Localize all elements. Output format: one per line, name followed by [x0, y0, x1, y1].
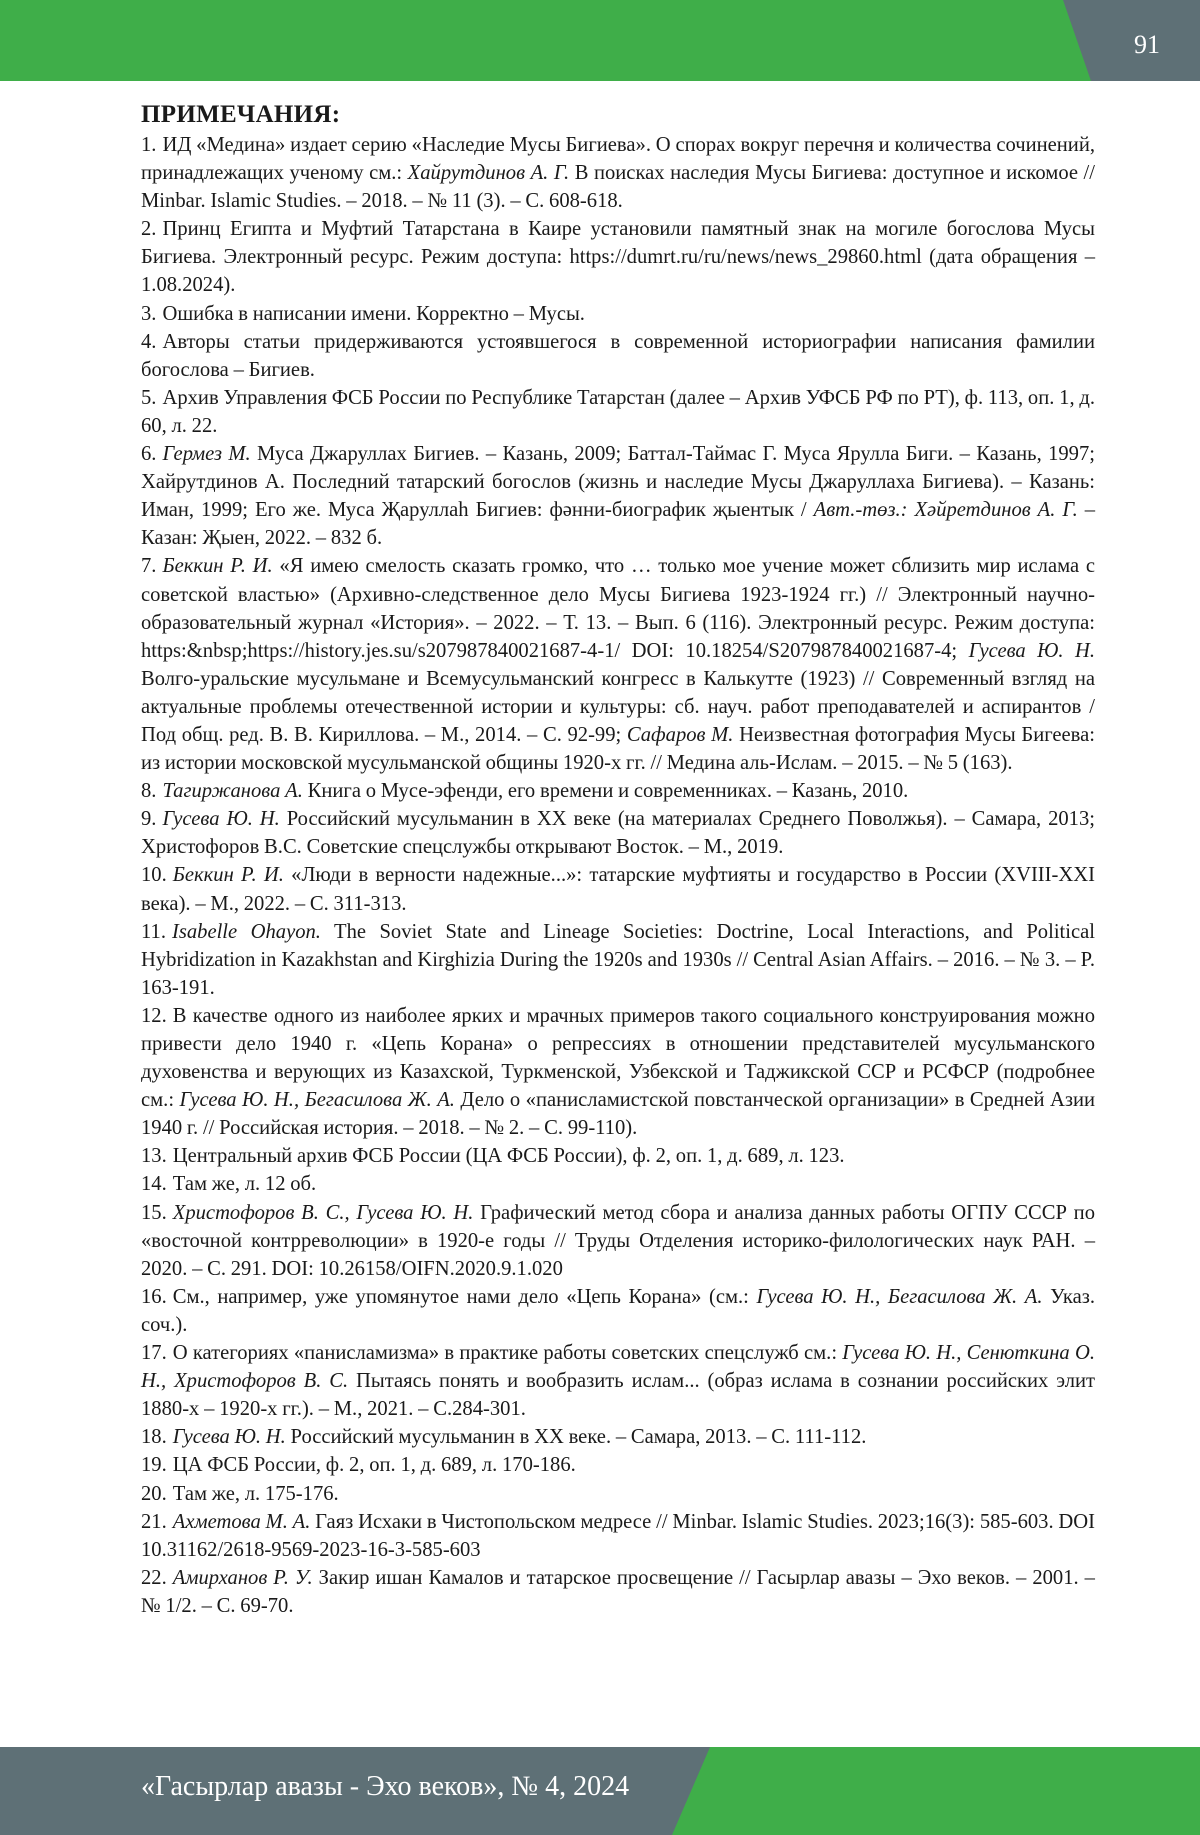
- note-text: Графический метод сбора и анализа данных работы ОГПУ СССР по «восточной контрреволюции» в 1920-е годы // Труды Отделения историко-филологических наук РАН. – 2020. – С. 291. DOI: 10.26158/OIFN.2020.9.1.020: [141, 1202, 1095, 1280]
- note-text: Центральный архив ФСБ России (ЦА ФСБ России), ф. 2, оп. 1, д. 689, л. 123.: [173, 1145, 845, 1167]
- note-number: 22.: [141, 1567, 167, 1589]
- note-number: 21.: [141, 1511, 167, 1533]
- note-author-italic: Гермез М.: [162, 443, 250, 465]
- note-text: Ошибка в написании имени. Корректно – Мусы.: [162, 303, 585, 325]
- note-item: [141, 1423, 1095, 1451]
- note-item: [141, 918, 1095, 1002]
- note-author-italic: Авт.-төз.: Хәйретдинов А. Г.: [814, 499, 1078, 521]
- note-text: «Люди в верности надежные...»: татарские муфтияты и государство в России (XVIII-XXI века). – М., 2022. – С. 311-313.: [141, 864, 1095, 914]
- note-author-italic: Ахметова М. А.: [173, 1511, 311, 1533]
- note-item: [141, 777, 1095, 805]
- note-item: [141, 328, 1095, 384]
- note-text: Волго-уральские мусульмане и Всемусульманский конгресс в Калькутте (1923) // Современный взгляд на актуальные проблемы отечественной истории и культуры: сб. науч. работ преподавателей и аспирантов / Под общ. ред. В. В. Кириллова. – М., 2014. – С. 92-99;: [141, 668, 1095, 746]
- note-number: 9.: [141, 808, 156, 830]
- page-number: 91: [1134, 30, 1160, 60]
- note-author-italic: Гусева Ю. Н.: [173, 1426, 286, 1448]
- note-text: The Soviet State and Lineage Societies: Doctrine, Local Interactions, and Political Hybridization in Kazakhstan and Kirghizia During the 1920s and 1930s // Central Asian Affairs. – 2016. – № 3. – P. 163-191.: [141, 921, 1095, 999]
- note-item: [141, 440, 1095, 552]
- note-text: Книга о Мусе-эфенди, его времени и современниках. – Казань, 2010.: [303, 780, 908, 802]
- note-item: [141, 1199, 1095, 1283]
- note-number: 8.: [141, 780, 156, 802]
- note-item: [141, 1508, 1095, 1564]
- note-author-italic: Сафаров М.: [627, 724, 734, 746]
- note-text: «Я имею смелость сказать громко, что … только мое учение может сблизить мир ислама с советской властью» (Архивно-следственное дело Мусы Бигиева 1923-1924 гг.) // Электронный научно-образовательный журнал «История». – 2022. – Т. 13. – Вып. 6 (116). Электронный ресурс. Режим доступа: https:&nbsp;https://history.jes.su/s207987840021687-4-1/ DOI: 10.18254/S207987840021687-4;: [141, 555, 1095, 661]
- note-number: 19.: [141, 1454, 167, 1476]
- note-item: [141, 805, 1095, 861]
- note-number: 11.: [141, 921, 166, 943]
- note-number: 20.: [141, 1483, 167, 1505]
- note-item: [141, 1142, 1095, 1170]
- note-item: [141, 384, 1095, 440]
- note-author-italic: Гусева Ю. Н., Сенюткина О. Н., Христофоров В. С.: [141, 1342, 1095, 1392]
- note-text: В поисках наследия Мусы Бигиева: доступное и искомое // Minbar. Islamic Studies. – 2018. – № 11 (3). – С. 608-618.: [141, 162, 1095, 212]
- note-item: [141, 1480, 1095, 1508]
- note-item: [141, 300, 1095, 328]
- note-number: 17.: [141, 1342, 167, 1364]
- note-number: 5.: [141, 387, 156, 409]
- note-text: В качестве одного из наиболее ярких и мрачных примеров такого социального конструирования можно привести дело 1940 г. «Цепь Корана» о репрессиях в отношении представителей мусульманского духовенства и верующих из Казахской, Туркменской, Узбекской и Таджикской ССР и РСФСР (подробнее см.:: [141, 1005, 1095, 1111]
- header-band: [0, 0, 1200, 81]
- note-text: Дело о «панисламистской повстанческой организации» в Средней Азии 1940 г. // Российская история. – 2018. – № 2. – С. 99-110).: [141, 1089, 1095, 1139]
- note-author-italic: Гусева Ю. Н., Бегасилова Ж. А.: [757, 1286, 1043, 1308]
- note-text: Закир ишан Камалов и татарское просвещение // Гасырлар авазы – Эхо веков. – 2001. – № 1/2. – С. 69-70.: [141, 1567, 1095, 1617]
- note-number: 16.: [141, 1286, 167, 1308]
- note-author-italic: Беккин Р. И.: [173, 864, 284, 886]
- note-text: Авторы статьи придерживаются устоявшегося в современной историографии написания фамилии богослова – Бигиев.: [141, 331, 1095, 381]
- note-number: 13.: [141, 1145, 167, 1167]
- note-author-italic: Хайрутдинов А. Г.: [408, 162, 570, 184]
- note-text: Российский мусульманин в XX веке (на материалах Среднего Поволжья). – Самара, 2013; Христофоров В.С. Советские спецслужбы открывают Восток. – М., 2019.: [141, 808, 1095, 858]
- note-text: ИД «Медина» издает серию «Наследие Мусы Бигиева». О спорах вокруг перечня и количества сочинений, принадлежащих ученому см.:: [141, 134, 1095, 184]
- note-number: 1.: [141, 134, 156, 156]
- note-author-italic: Христофоров В. С., Гусева Ю. Н.: [173, 1202, 474, 1224]
- journal-title: «Гасырлар авазы - Эхо веков», № 4, 2024: [141, 1771, 629, 1803]
- note-number: 4.: [141, 331, 156, 353]
- note-author-italic: Isabelle Ohayon.: [172, 921, 321, 943]
- note-number: 2.: [141, 218, 156, 240]
- note-text: Архив Управления ФСБ России по Республике Татарстан (далее – Архив УФСБ РФ по РТ), ф. 113, оп. 1, д. 60, л. 22.: [141, 387, 1095, 437]
- note-item: [141, 1002, 1095, 1142]
- note-number: 15.: [141, 1202, 167, 1224]
- note-author-italic: Амирханов Р. У.: [173, 1567, 313, 1589]
- note-text: – Казан: Җыен, 2022. – 832 б.: [141, 499, 1095, 549]
- note-text: Там же, л. 175-176.: [173, 1483, 339, 1505]
- note-item: [141, 215, 1095, 299]
- section-heading: ПРИМЕЧАНИЯ:: [141, 101, 1095, 129]
- note-item: [141, 1451, 1095, 1479]
- notes-section: [141, 101, 1095, 1620]
- note-author-italic: Беккин Р. И.: [162, 555, 272, 577]
- note-item: [141, 1170, 1095, 1198]
- note-item: [141, 552, 1095, 777]
- note-text: Там же, л. 12 об.: [173, 1173, 316, 1195]
- note-number: 7.: [141, 555, 156, 577]
- note-item: [141, 131, 1095, 215]
- note-number: 10.: [141, 864, 167, 886]
- note-item: [141, 1564, 1095, 1620]
- note-text: См., например, уже упомянутое нами дело «Цепь Корана» (см.:: [173, 1286, 757, 1308]
- note-text: Пытаясь понять и вообразить ислам... (образ ислама в сознании российских элит 1880-х – 1920-х гг.). – М., 2021. – С.284-301.: [141, 1370, 1095, 1420]
- note-text: Российский мусульманин в XX веке. – Самара, 2013. – С. 111-112.: [286, 1426, 867, 1448]
- note-number: 18.: [141, 1426, 167, 1448]
- note-item: [141, 1283, 1095, 1339]
- note-item: [141, 1339, 1095, 1423]
- note-text: Указ. соч.).: [141, 1286, 1095, 1336]
- note-text: Гаяз Исхаки в Чистопольском медресе // Minbar. Islamic Studies. 2023;16(3): 585-603. DOI 10.31162/2618-9569-2023-16-3-585-603: [141, 1511, 1095, 1561]
- note-text: Неизвестная фотография Мусы Бигеева: из истории московской мусульманской общины 1920-х гг. // Медина аль-Ислам. – 2015. – № 5 (163).: [141, 724, 1095, 774]
- note-number: 12.: [141, 1005, 167, 1027]
- note-number: 14.: [141, 1173, 167, 1195]
- note-item: [141, 861, 1095, 917]
- note-text: О категориях «панисламизма» в практике работы советских спецслужб см.:: [173, 1342, 843, 1364]
- note-author-italic: Гусева Ю. Н., Бегасилова Ж. А.: [180, 1089, 455, 1111]
- note-number: 6.: [141, 443, 156, 465]
- note-text: Муса Джаруллах Бигиев. – Казань, 2009; Баттал-Таймас Г. Муса Ярулла Биги. – Казань, 1997; Хайрутдинов А. Последний татарский богослов (жизнь и наследие Мусы Джаруллаха Бигиева). – Казань: Иман, 1999; Его же. Муса Җаруллаһ Бигиев: фәнни-биографик җыентык /: [141, 443, 1095, 521]
- note-text: ЦА ФСБ России, ф. 2, оп. 1, д. 689, л. 170-186.: [173, 1454, 576, 1476]
- note-author-italic: Гусева Ю. Н.: [162, 808, 279, 830]
- note-number: 3.: [141, 303, 156, 325]
- note-text: Принц Египта и Муфтий Татарстана в Каире установили памятный знак на могиле богослова Мусы Бигиева. Электронный ресурс. Режим доступа: https://dumrt.ru/ru/news/news_29860.html (дата обращения – 1.08.2024).: [141, 218, 1095, 296]
- notes-list: [141, 131, 1095, 1620]
- note-author-italic: Гусева Ю. Н.: [969, 640, 1095, 662]
- note-author-italic: Тагиржанова А.: [162, 780, 302, 802]
